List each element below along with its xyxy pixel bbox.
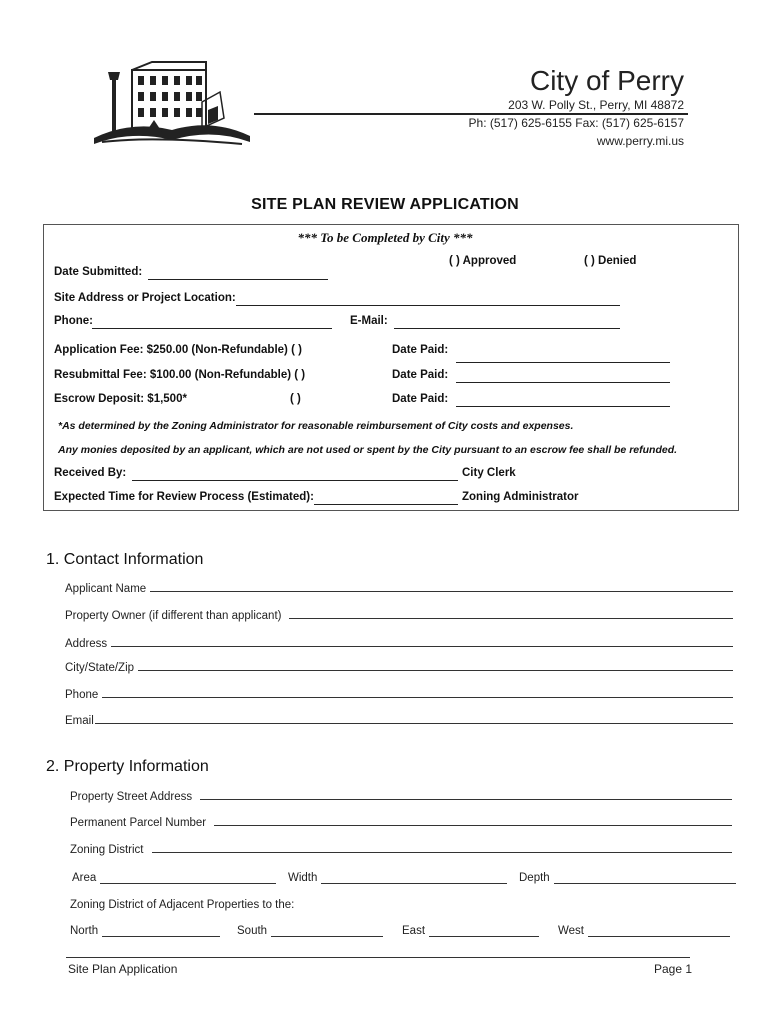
east-field[interactable] <box>402 925 543 937</box>
site-address-field[interactable] <box>236 293 620 306</box>
date-paid-field-2[interactable] <box>456 370 670 383</box>
city-phone-fax: Ph: (517) 625-6155 Fax: (517) 625-6157 <box>468 116 684 130</box>
depth-field[interactable] <box>519 872 740 884</box>
area-label: Area <box>72 872 97 884</box>
footer-rule <box>66 957 690 958</box>
west-label: West <box>558 925 584 937</box>
page-number: Page 1 <box>654 962 693 976</box>
zoning-district-label: Zoning District <box>70 844 144 856</box>
expected-time-label: Expected Time for Review Process (Estimated): <box>54 491 314 503</box>
expected-time-field[interactable] <box>314 492 458 505</box>
page-title: SITE PLAN REVIEW APPLICATION <box>251 196 519 213</box>
property-owner-label: Property Owner (if different than applicant) <box>65 610 282 622</box>
west-field[interactable] <box>558 925 734 937</box>
phone-label: Phone: <box>54 315 93 327</box>
zoning-admin-label: Zoning Administrator <box>462 491 579 503</box>
south-field[interactable] <box>237 925 387 937</box>
address-field[interactable] <box>65 638 733 650</box>
north-label: North <box>70 925 99 937</box>
south-label: South <box>237 925 268 937</box>
parcel-number-field[interactable] <box>70 817 732 829</box>
contact-phone-label: Phone <box>65 689 99 701</box>
date-paid-label-1: Date Paid: <box>392 344 449 356</box>
city-clerk-label: City Clerk <box>462 467 516 479</box>
email-field[interactable] <box>394 316 620 329</box>
zoning-district-field[interactable] <box>70 844 732 856</box>
depth-label: Depth <box>519 872 550 884</box>
contact-email-field[interactable] <box>65 715 733 727</box>
street-address-label: Property Street Address <box>70 791 193 803</box>
escrow-checkbox[interactable]: ( ) <box>290 393 301 405</box>
received-by-label: Received By: <box>54 467 127 479</box>
email-label: E-Mail: <box>350 315 388 327</box>
footer-title: Site Plan Application <box>68 962 178 976</box>
width-label: Width <box>288 872 318 884</box>
address-label: Address <box>65 638 108 650</box>
width-field[interactable] <box>288 872 511 884</box>
property-owner-field[interactable] <box>65 610 733 622</box>
street-address-field[interactable] <box>70 791 732 803</box>
escrow-deposit: Escrow Deposit: $1,500* <box>54 393 187 405</box>
city-website[interactable]: www.perry.mi.us <box>596 134 684 148</box>
resubmittal-fee[interactable]: Resubmittal Fee: $100.00 (Non-Refundable) ( ) <box>54 369 306 381</box>
approved-option[interactable]: ( ) Approved <box>449 255 517 267</box>
date-paid-field-1[interactable] <box>456 350 670 363</box>
applicant-name-label: Applicant Name <box>65 583 147 595</box>
city-state-zip-label: City/State/Zip <box>65 662 135 674</box>
site-address-label: Site Address or Project Location: <box>54 292 236 304</box>
adjacent-zoning-text: Zoning District of Adjacent Properties to the: <box>70 899 295 911</box>
city-hall-logo <box>92 58 252 150</box>
city-address: 203 W. Polly St., Perry, MI 48872 <box>508 98 684 112</box>
contact-heading: 1. Contact Information <box>46 551 204 568</box>
east-label: East <box>402 925 426 937</box>
area-field[interactable] <box>72 872 280 884</box>
refund-note: Any monies deposited by an applicant, which are not used or spent by the City pursuant to an escrow fee shall be refunded. <box>58 444 678 456</box>
date-paid-label-3: Date Paid: <box>392 393 449 405</box>
parcel-number-label: Permanent Parcel Number <box>70 817 207 829</box>
escrow-note: *As determined by the Zoning Administrator for reasonable reimbursement of City costs and expenses. <box>58 420 574 432</box>
phone-field[interactable] <box>92 316 332 329</box>
contact-phone-field[interactable] <box>65 689 733 701</box>
property-heading: 2. Property Information <box>46 758 209 775</box>
contact-email-label: Email <box>65 715 94 727</box>
header-rule <box>254 113 688 115</box>
city-state-zip-field[interactable] <box>65 662 733 674</box>
applicant-name-field[interactable] <box>65 583 733 595</box>
north-field[interactable] <box>70 925 224 937</box>
received-by-field[interactable] <box>132 468 458 481</box>
application-fee[interactable]: Application Fee: $250.00 (Non-Refundable) ( ) <box>54 344 302 356</box>
date-submitted-label: Date Submitted: <box>54 266 143 278</box>
denied-option[interactable]: ( ) Denied <box>584 255 637 267</box>
date-submitted-field[interactable] <box>148 267 328 280</box>
adjacent-zoning-label <box>70 899 294 911</box>
date-paid-field-3[interactable] <box>456 394 670 407</box>
city-name: City of Perry <box>529 65 684 96</box>
date-paid-label-2: Date Paid: <box>392 369 449 381</box>
city-box-heading: *** To be Completed by City *** <box>297 230 473 245</box>
